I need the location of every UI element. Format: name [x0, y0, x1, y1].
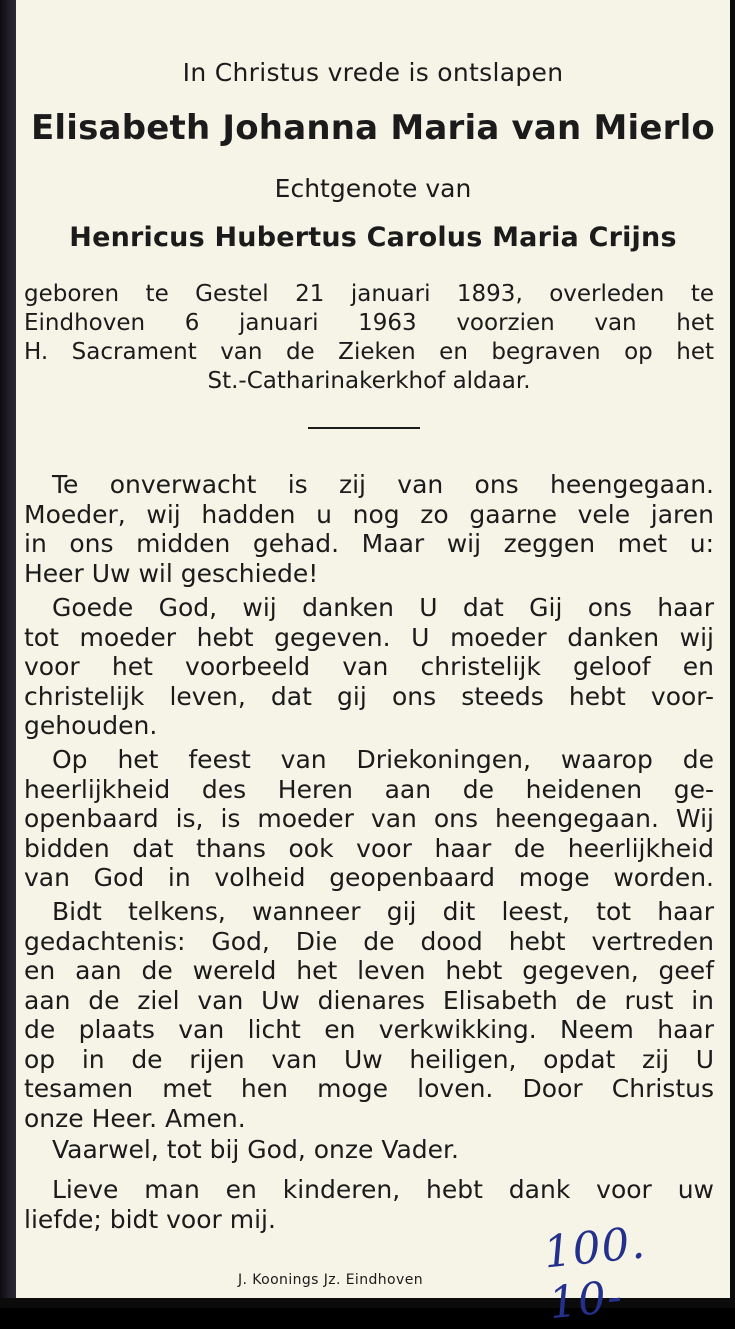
- paragraph-line: aan de ziel van Uw dienares Elisabeth de rust in: [24, 985, 714, 1015]
- paragraph-line: de plaats van licht en verkwikking. Neem haar: [24, 1015, 714, 1044]
- paragraph-3: [24, 745, 714, 893]
- bio-line: H. Sacrament van de Zieken en begraven op het: [24, 339, 714, 365]
- paragraph-line: gedachtenis: God, Die de dood hebt vertreden: [24, 926, 714, 956]
- paragraph-line: heerlijkheid des Heren aan de heidenen ge-: [24, 774, 714, 804]
- paragraph-line: Lieve man en kinderen, hebt dank voor uw: [52, 1175, 714, 1204]
- paragraph-line: bidden dat thans ook voor haar de heerlijkheid: [24, 833, 714, 863]
- intro-text: In Christus vrede is ontslapen: [182, 58, 564, 87]
- card-right-edge: [730, 0, 735, 1308]
- paragraph-line: tot moeder hebt gegeven. U moeder danken wij: [24, 622, 714, 652]
- paragraph-line: Vaarwel, tot bij God, onze Vader.: [52, 1135, 459, 1164]
- paragraph-line: liefde; bidt voor mij.: [24, 1204, 276, 1234]
- paragraph-line: Bidt telkens, wanneer gij dit leest, tot haar: [52, 897, 714, 926]
- handwritten-annotation: 100. 10-: [541, 1217, 648, 1329]
- paragraph-2: [24, 593, 714, 741]
- paragraph-1: [24, 470, 714, 588]
- spouse-name: Henricus Hubertus Carolus Maria Crijns: [69, 222, 677, 253]
- paragraph-line: Op het feest van Driekoningen, waarop de: [52, 745, 714, 774]
- paragraph-line: van God in volheid geopenbaard moge worden.: [24, 863, 714, 892]
- bio-line: St.-Catharinakerkhof aldaar.: [207, 368, 531, 394]
- paragraph-line: op in de rijen van Uw heiligen, opdat zij U: [24, 1044, 714, 1074]
- paragraph-line: in ons midden gehad. Maar wij zeggen met u:: [24, 529, 714, 558]
- paragraph-line: Moeder, wij hadden u nog zo gaarne vele jaren: [24, 499, 714, 529]
- memorial-card: [16, 0, 730, 1329]
- paragraph-line: Te onverwacht is zij van ons heengegaan.: [52, 470, 714, 499]
- paragraph-line: voor het voorbeeld van christelijk geloof en: [24, 652, 714, 681]
- bio-line: Eindhoven 6 januari 1963 voorzien van het: [24, 310, 714, 336]
- card-left-edge: [0, 0, 16, 1308]
- paragraph-line: gehouden.: [24, 711, 158, 740]
- paragraph-line: openbaard is, is moeder van ons heengegaan. Wij: [24, 804, 714, 833]
- paragraph-4: [24, 897, 714, 1133]
- spouse-label: Echtgenote van: [274, 174, 472, 203]
- divider-rule: [308, 427, 420, 429]
- biography-block: [24, 280, 714, 396]
- bio-line: geboren te Gestel 21 januari 1893, overleden te: [24, 281, 714, 307]
- paragraph-line: en aan de wereld het leven hebt gegeven, geef: [24, 956, 714, 985]
- paragraph-line: tesamen met hen moge loven. Door Christus: [24, 1074, 714, 1103]
- paragraph-line: onze Heer. Amen.: [24, 1103, 246, 1133]
- paragraph-line: christelijk leven, dat gij ons steeds hebt voor-: [24, 681, 714, 711]
- paragraph-5: [24, 1135, 714, 1165]
- deceased-name: Elisabeth Johanna Maria van Mierlo: [30, 108, 715, 148]
- paragraph-line: Heer Uw wil geschiede!: [24, 558, 319, 588]
- paragraph-line: Goede God, wij danken U dat Gij ons haar: [52, 593, 714, 622]
- printer-credit: J. Koonings Jz. Eindhoven: [238, 1272, 423, 1288]
